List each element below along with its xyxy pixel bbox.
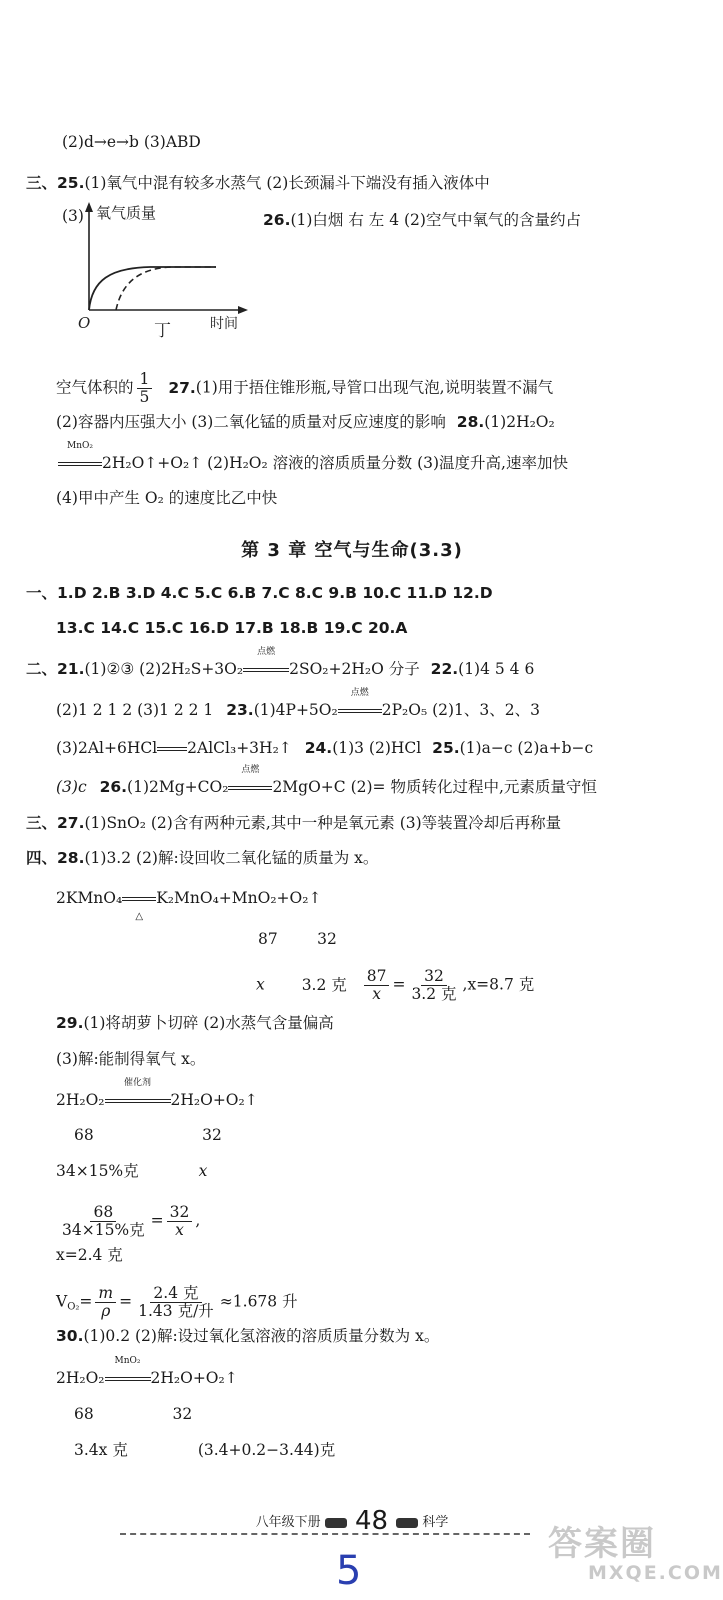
equation-line: x=2.4 克 — [56, 1246, 123, 1264]
answer-line: 空气体积的 $\frac{1}{5}$ 27.(1)用于捂住锥形瓶,导管口出现气泡,说明装置不漏气 — [56, 370, 554, 406]
solid-curve — [89, 267, 216, 310]
graph-ylabel: 氧气质量 — [96, 204, 157, 222]
answer-line: (3) — [62, 207, 84, 225]
graph-origin: O — [78, 314, 91, 332]
answer-line: (2)d→e→b (3)ABD — [62, 133, 201, 151]
answer-line: (3)2Al+6HCl 2AlCl₃+3H₂↑ 24.(1)3 (2)HCl 25.(1)a−c (2)a+b−c — [56, 739, 594, 757]
answer-line: 13.C 14.C 15.C 16.D 17.B 18.B 19.C 20.A — [56, 619, 408, 637]
oxygen-mass-graph — [70, 200, 260, 340]
handwritten-mark: 5 — [336, 1548, 362, 1594]
chapter-title: 第 3 章 空气与生命(3.3) — [241, 540, 463, 561]
equation-line: 3.4x 克 (3.4+0.2−3.44)克 — [74, 1441, 336, 1459]
answer-line: (3)c 26.(1)2Mg+CO₂ 点燃 2MgO+C (2)= 物质转化过程中,元素质量守恒 — [56, 765, 597, 796]
answer-line: (2)容器内压强大小 (3)二氧化锰的质量对反应速度的影响 28.(1)2H₂O₂ — [56, 413, 555, 431]
publisher-logo-icon — [325, 1518, 347, 1528]
answer-line: 四、28.(1)3.2 (2)解:设回收二氧化锰的质量为 x。 — [26, 849, 379, 867]
publisher-logo-icon — [396, 1518, 418, 1528]
answer-line: (4)甲中产生 O₂ 的速度比乙中快 — [56, 489, 278, 507]
grade-label: 八年级下册 — [255, 1515, 321, 1530]
graph-xlabel: 时间 — [210, 316, 238, 332]
graph-sublabel: 丁 — [154, 321, 171, 341]
watermark: 答案圈 MXQE.COM — [548, 1524, 723, 1584]
equation-line: 34×15%克 x — [56, 1162, 208, 1180]
equation-line: x 3.2 克 $\frac{87}{x}$ = $\frac{32}{\text{3.2 克}}$ ,x=8.7 克 — [256, 967, 535, 1003]
answer-line: 29.(1)将胡萝卜切碎 (2)水蒸气含量偏高 — [56, 1014, 334, 1032]
subject-label: 科学 — [422, 1515, 449, 1530]
equation-line: 2H₂O₂ 催化剂 2H₂O+O₂↑ — [56, 1078, 258, 1109]
answer-line: (3)解:能制得氧气 x。 — [56, 1050, 206, 1068]
dashed-curve — [116, 267, 216, 310]
answer-line: (2)1 2 1 2 (3)1 2 2 1 23.(1)4P+5O₂ 点燃 2P₂O₅ (2)1、3、2、3 — [56, 688, 540, 719]
answer-line: 一、1.D 2.B 3.D 4.C 5.C 6.B 7.C 8.C 9.B 10.C 11.D 12.D — [26, 584, 493, 602]
answer-line: 三、27.(1)SnO₂ (2)含有两种元素,其中一种是氧元素 (3)等装置冷却后再称量 — [26, 814, 562, 832]
equation-line: 2H₂O₂ MnO₂ 2H₂O+O₂↑ — [56, 1356, 238, 1387]
equation-line: 68 32 — [74, 1405, 193, 1423]
footer-divider — [120, 1533, 530, 1535]
equation-line: $\frac{68}{\text{34×15\%克}}$ = $\frac{32}{x}$ , — [62, 1203, 201, 1239]
answer-line: 26.(1)白烟 右 左 4 (2)空气中氧气的含量约占 — [263, 211, 581, 229]
equation-line: 2KMnO₄ △ K₂MnO₄+MnO₂+O₂↑ — [56, 889, 322, 922]
equation-line: $V_{O_2}=$ $\frac{m}{\rho}$ = $\frac{\text{2.4 克}}{\text{1.43 克/升}}$ ≈1.678 升 — [56, 1284, 298, 1320]
answer-line: MnO₂ 2H₂O↑+O₂↑ (2)H₂O₂ 溶液的溶质质量分数 (3)温度升高,速率加快 — [58, 453, 568, 473]
equation-line: 68 32 — [74, 1126, 222, 1144]
page-number: 48 — [354, 1506, 389, 1536]
equation-line: 87 32 — [258, 930, 337, 948]
answer-line: 三、25.(1)氧气中混有较多水蒸气 (2)长颈漏斗下端没有插入液体中 — [26, 174, 490, 192]
fraction-one-fifth: $\frac{1}{5}$ — [137, 371, 153, 406]
answer-line: 二、21.(1)②③ (2)2H₂S+3O₂ 点燃 2SO₂+2H₂O 分子 22.(1)4 5 4 6 — [26, 647, 535, 678]
answer-line: 30.(1)0.2 (2)解:设过氧化氢溶液的溶质质量分数为 x。 — [56, 1327, 440, 1345]
